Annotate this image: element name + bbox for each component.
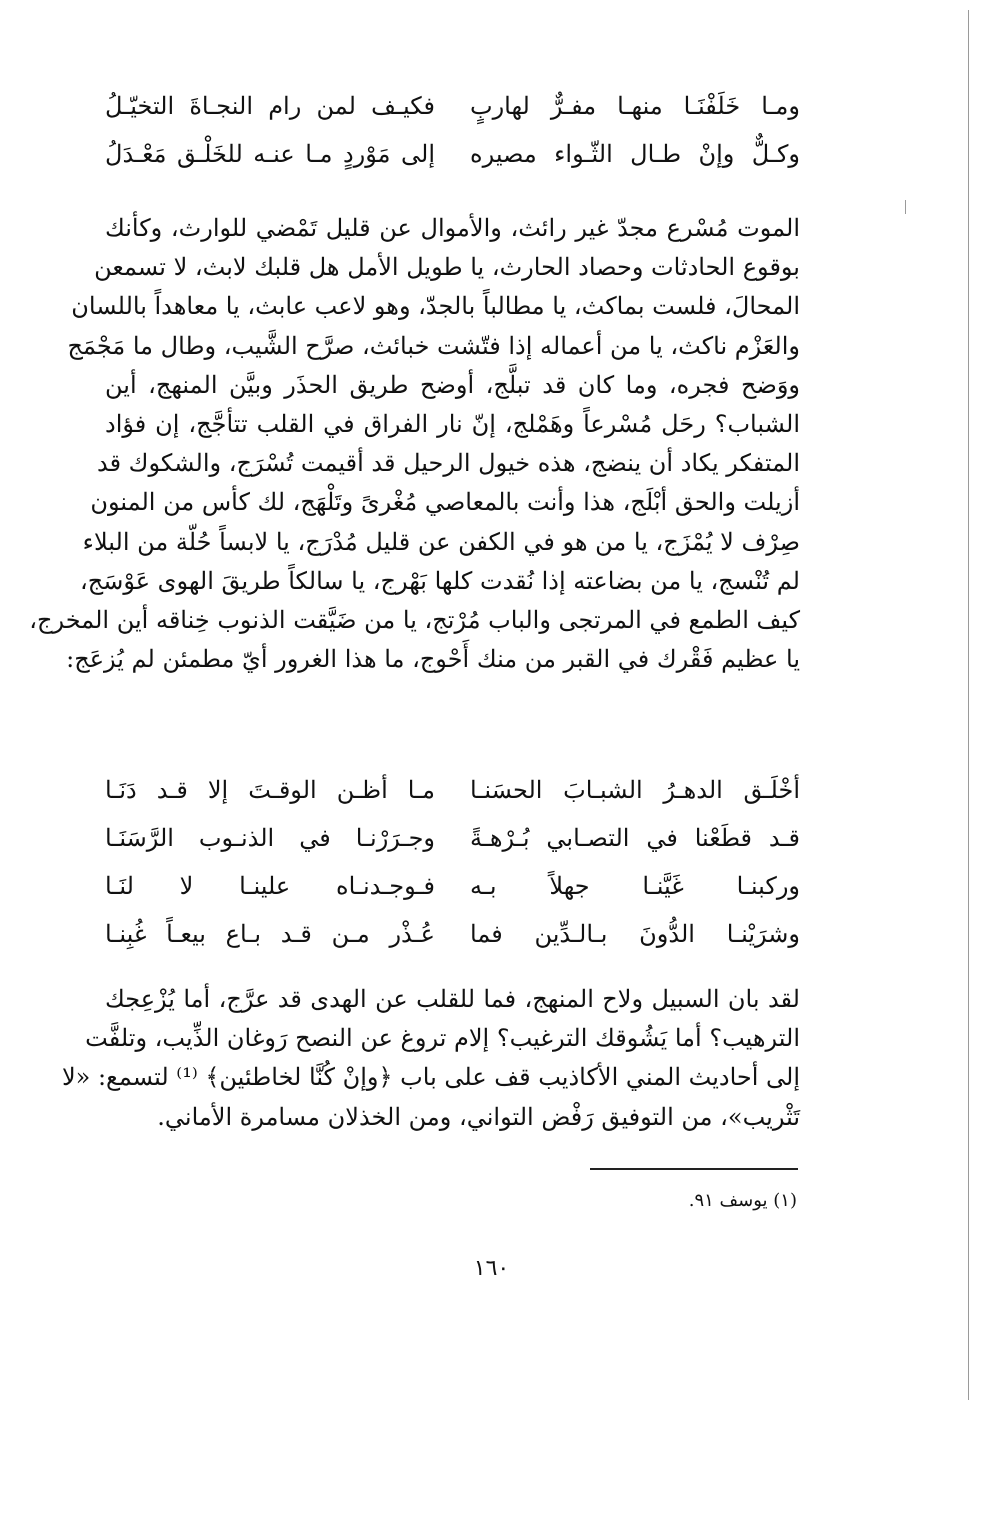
- verse-second-hemistich: عُـذْر مـن قـد بـاع بيعـاً غُبِنـا: [105, 920, 435, 948]
- prose-line: الترهيب؟ أما يَشُوقك الترغيب؟ إلام تروغ عن النصح رَوغان الذِّيب، وتلفَّت: [85, 1024, 800, 1053]
- verse-second-hemistich: فـوجـدنـاه علينـا لا لنَـا: [105, 872, 435, 900]
- prose-line: تَثْريب»، من التوفيق رَفْض التواني، ومن الخذلان مسامرة الأماني.: [157, 1102, 800, 1131]
- scan-edge-line: [968, 10, 969, 1400]
- verse-second-hemistich: إلى مَوْردٍ مـا عنـه للخَلْـق مَعْـدَلُ: [105, 140, 435, 168]
- poem-verse: [105, 82, 800, 130]
- poem-verse: [105, 814, 800, 862]
- verse-second-hemistich: مـا أظـن الوقـتَ إلا قـد دَنَـا: [105, 776, 435, 804]
- verse-first-hemistich: أخْلَـق الدهـرُ الشبـابَ الحسَنـا: [470, 776, 800, 804]
- prose-line: أزيلت والحق أبْلَج، هذا وأنت بالمعاصي مُغْرىً وتَلْهَج، لك كأس من المنون: [90, 488, 800, 517]
- verse-first-hemistich: ومـا خَلَفْنَـا منهـا مفـرٌّ لهاربٍ: [470, 92, 800, 120]
- prose-line: بوقوع الحادثات وحصاد الحارث، يا طويل الأمل هل قلبك لابث، لا تسمعن: [94, 253, 800, 282]
- verse-first-hemistich: وشرَيْنـا الدُّونَ بـالـدِّين فما: [470, 920, 800, 948]
- footnote: (١) يوسف ٩١.: [688, 1190, 797, 1211]
- poem-top: [105, 82, 800, 178]
- scan-mark: [905, 200, 906, 214]
- poem-verse: [105, 766, 800, 814]
- poem-verse: [105, 130, 800, 178]
- verse-second-hemistich: فكيـف لمن رام النجـاةَ التخيّـلُ: [105, 92, 435, 120]
- prose-line: صِرْف لا يُمْزَج، يا من هو في الكفن عن قليل مُدْرَج، يا لابساً حُلّة من البلاء: [82, 527, 800, 556]
- prose-line: ووَضح فجره، وما كان قد تبلَّج، أوضح طريق الحذَر وبيَّن المنهج، أين: [105, 370, 800, 399]
- prose-main: [29, 209, 800, 679]
- prose-line: المحالَ، فلست بماكث، يا مطالباً بالجدّ، وهو لاعب عابث، يا معاهداً باللسان: [71, 292, 800, 321]
- verse-second-hemistich: وجـرَرْنـا في الذنـوب الرَّسَنَـا: [105, 824, 435, 852]
- prose-line: المتفكر يكاد أن ينضج، هذه خيول الرحيل قد أقيمت تُسْرَج، والشكوك قد: [96, 449, 800, 478]
- verse-first-hemistich: وركبنـا غَيَّنـا جهلاً بـه: [470, 872, 800, 900]
- poem-verse: [105, 862, 800, 910]
- prose-line: الموت مُسْرع مجدّ غير رائث، والأموال عن قليل تَمْضي للوارث، وكأنك: [105, 214, 800, 242]
- poem-verse: [105, 910, 800, 958]
- prose-line: إلى أحاديث المني الأكاذيب قف على باب ﴿وإنْ كُنَّا لخاطئين﴾ ⁽¹⁾ لتسمع: «لا: [61, 1063, 800, 1092]
- page-number: ١٦٠: [473, 1256, 510, 1281]
- prose-line: لقد بان السبيل ولاح المنهج، فما للقلب عن الهدى قد عرَّج، أما يُزْعِجك: [105, 985, 800, 1013]
- prose-line: يا عظيم فَقْرك في القبر من منك أَحْوج، ما هذا الغرور أيّ مطمئن لم يُزعَج:: [66, 645, 800, 674]
- prose-closing: [61, 980, 800, 1137]
- prose-line: الشباب؟ رحَل مُسْرعاً وهَمْلج، إنّ نار الفراق في القلب تتأجَّج، إن فؤاد: [105, 409, 800, 438]
- footnote-divider: [590, 1168, 798, 1170]
- verse-first-hemistich: وكـلٌّ وإنْ طـال الثّـواء مصيره: [470, 140, 800, 168]
- prose-line: كيف الطمع في المرتجى والباب مُرْتج، يا من ضَيَّقت الذنوب خِناقه أين المخرج،: [29, 605, 800, 634]
- verse-first-hemistich: قـد قطَعْنا في التصـابي بُـرْهـةً: [470, 824, 800, 852]
- prose-line: والعَزْم ناكث، يا من أعماله إذا فتّشت خبائث، صرَّح الشَّيب، وطال ما مَجْمَج: [67, 331, 800, 360]
- prose-line: لم تُنْسج، يا من بضاعته إذا نُقدت كلها بَهْرج، يا سالكاً طريقَ الهوى عَوْسَج،: [79, 566, 800, 595]
- poem-middle: [105, 766, 800, 958]
